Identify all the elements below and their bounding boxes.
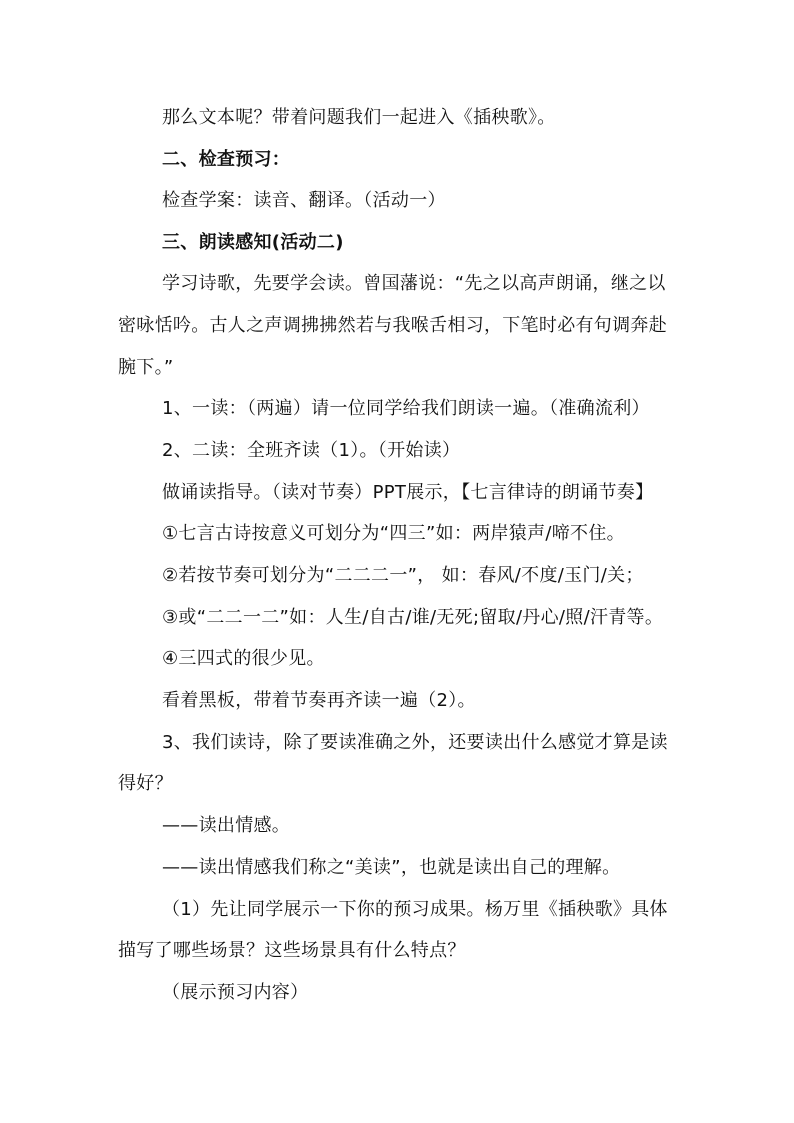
rhythm-rule-3: ③或“二二一二”如：人生/自古/谁/无死;留取/丹心/照/汗青等。 [162,607,664,628]
question-line-1: 3、我们读诗，除了要读准确之外，还要读出什么感觉才算是读 [162,732,668,753]
paragraph-reading-guidance: 做诵读指导。（读对节奏）PPT展示，【七言律诗的朗诵节奏】 [162,482,654,503]
section-heading-preview: 二、检查预习： [162,149,291,170]
paragraph-check-worksheet: 检查学案：读音、翻译。（活动一） [162,190,446,211]
step-first-reading: 1、一读：（两遍）请一位同学给我们朗读一遍。（准确流利） [162,398,650,419]
rhythm-rule-1: ①七言古诗按意义可划分为“四三”如：两岸猿声/啼不住。 [162,523,625,544]
answer-emotion: ——读出情感。 [162,815,291,836]
section-heading-reading: 三、朗读感知(活动二) [162,232,344,253]
rhythm-rule-4: ④三四式的很少见。 [162,648,325,669]
question-line-2: 得好？ [118,773,173,794]
paragraph-quote-line-2: 密咏恬吟。古人之声调拂拂然若与我喉舌相习，下笔时必有句调奔赴 [118,315,667,336]
step-second-reading: 2、二读：全班齐读（1）。（开始读） [162,440,461,461]
rhythm-rule-2: ②若按节奏可划分为“二二二一”， 如：春风/不度/玉门/关； [162,565,644,586]
task-line-1: （1）先让同学展示一下你的预习成果。杨万里《插秧歌》具体 [162,899,668,920]
paragraph-read-again: 看着黑板，带着节奏再齐读一遍（2）。 [162,690,476,711]
paragraph-intro: 那么文本呢？带着问题我们一起进入《插秧歌》。 [162,107,556,128]
answer-beautiful-reading: ——读出情感我们称之“美读”，也就是读出自己的理解。 [162,857,621,878]
task-line-2: 描写了哪些场景？这些场景具有什么特点？ [118,940,466,961]
paragraph-show-preview: （展示预习内容） [162,982,309,1003]
paragraph-quote-line-3: 腕下。” [118,357,174,378]
paragraph-quote-line-1: 学习诗歌，先要学会读。曾国藩说：“先之以高声朗诵，继之以 [162,273,666,294]
